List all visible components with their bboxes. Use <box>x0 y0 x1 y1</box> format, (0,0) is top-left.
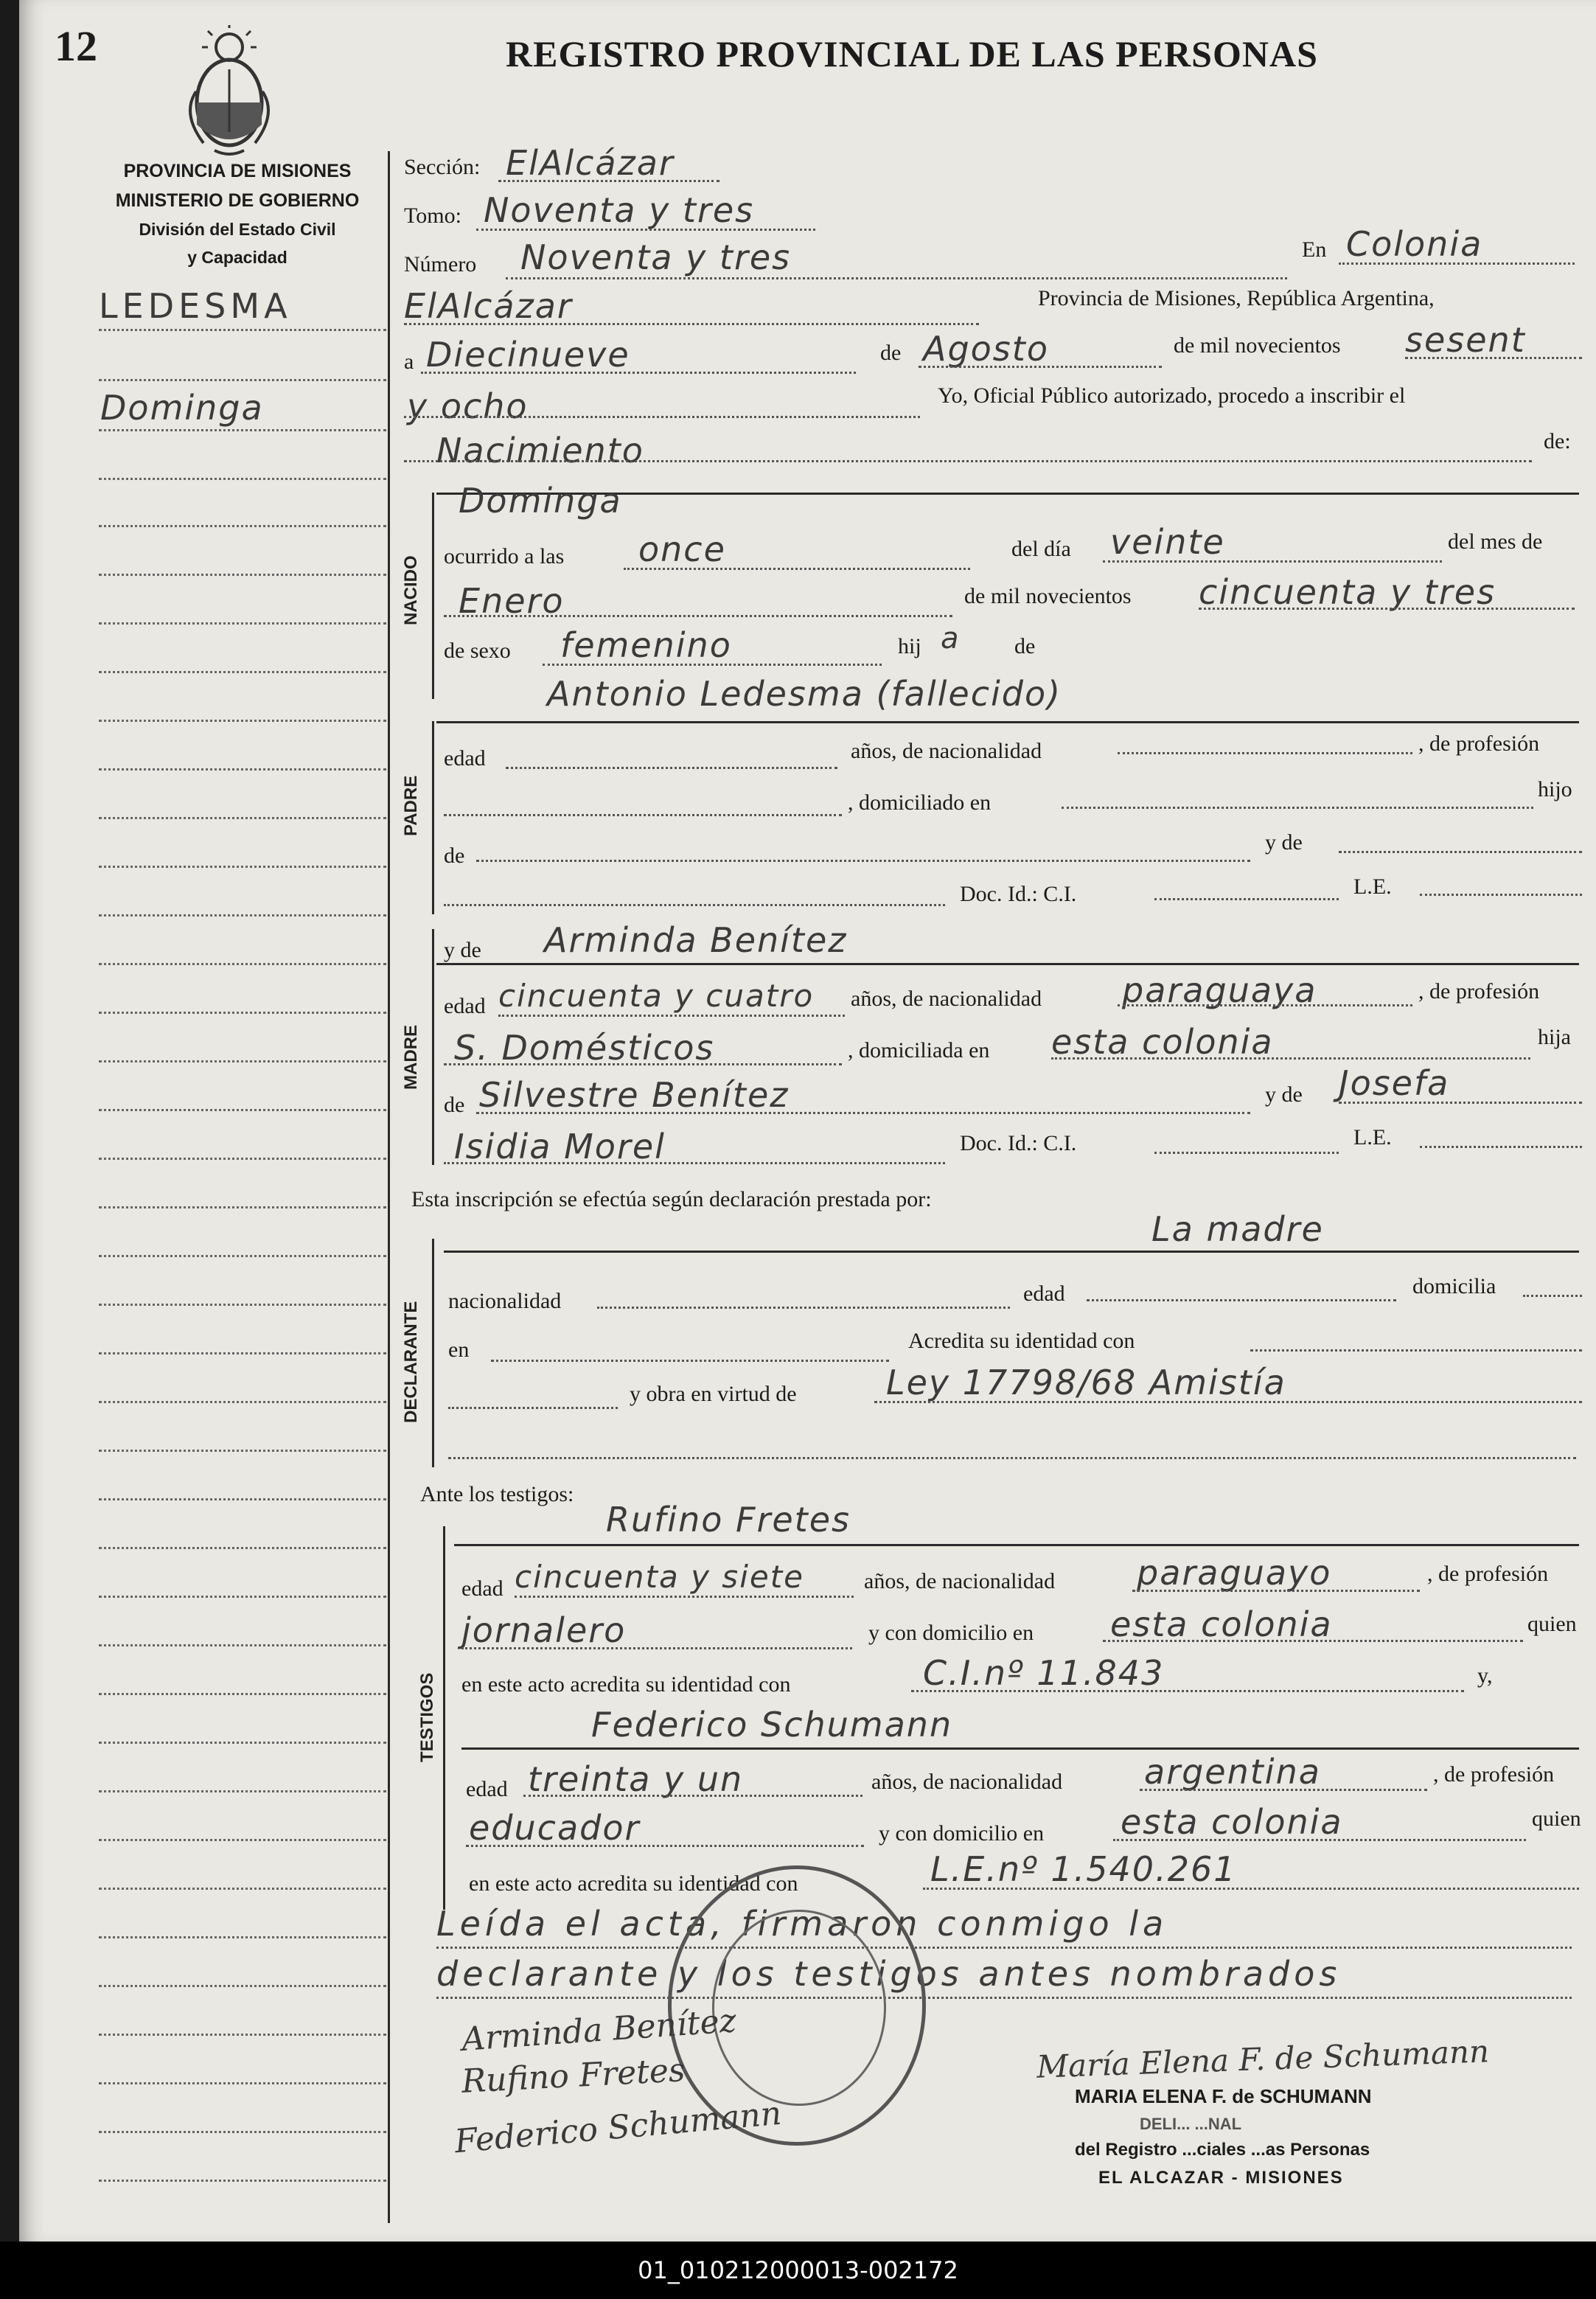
issuer-line-3: División del Estado Civil <box>139 220 336 239</box>
line-madre-ci <box>1154 1152 1339 1154</box>
line-lugar <box>404 323 979 325</box>
label-de-mil: de mil novecientos <box>1174 333 1341 358</box>
label-madre-hija: hija <box>1538 1025 1571 1049</box>
testigos-bracket <box>443 1526 445 1910</box>
label-madre-y-de: y de <box>444 938 481 962</box>
label-t2-quien: quien <box>1532 1806 1581 1831</box>
side-label-declarante: DECLARANTE <box>401 1301 421 1423</box>
line-cierre-2 <box>436 1997 1572 1999</box>
line-madre-nac <box>1118 1004 1412 1006</box>
testigo2-rule <box>461 1747 1579 1750</box>
document-page <box>19 0 1596 2241</box>
line-cierre-1 <box>436 1947 1572 1949</box>
line-t1-prof <box>461 1647 852 1649</box>
label-madre-de: de <box>444 1093 465 1117</box>
line-t2-doc <box>923 1888 1579 1890</box>
line-en <box>1339 262 1575 265</box>
line-dia-nac <box>1103 560 1442 563</box>
nacido-bracket <box>432 493 434 699</box>
label-padre-doc: Doc. Id.: C.I. <box>960 882 1077 906</box>
line-anio-a <box>1405 357 1582 359</box>
line-madre-madre-b <box>444 1162 945 1164</box>
value-madre-nac: paraguaya <box>1122 970 1317 1010</box>
line-madre-madre-a <box>1339 1102 1582 1104</box>
label-madre-dom: , domiciliada en <box>848 1038 990 1062</box>
value-madre-madre-b: Isidia Morel <box>454 1127 666 1166</box>
value-t1-dom: esta colonia <box>1110 1604 1333 1644</box>
line-sexo <box>543 664 882 666</box>
line-hora <box>624 568 970 570</box>
label-tomo: Tomo: <box>404 204 461 228</box>
line-dec-pre-obra <box>448 1407 618 1409</box>
label-madre-y-de-2: y de <box>1265 1082 1303 1107</box>
label-t2-nac: años, de nacionalidad <box>871 1770 1063 1794</box>
signature-testigo-2: Federico Schumann <box>453 2094 784 2161</box>
label-numero: Número <box>404 252 477 276</box>
label-dec-edad: edad <box>1023 1281 1065 1306</box>
label-de-colon: de: <box>1544 429 1571 453</box>
line-t2-nac <box>1140 1789 1427 1791</box>
label-hij: hij <box>898 634 921 658</box>
value-mes: Agosto <box>923 329 1049 369</box>
label-madre-prof: , de profesión <box>1418 979 1540 1004</box>
side-label-padre: PADRE <box>401 775 421 836</box>
label-esta-inscripcion: Esta inscripción se efectúa según declaración prestada por: <box>411 1187 932 1211</box>
issuer-line-4: y Capacidad <box>187 248 288 267</box>
label-en: En <box>1302 237 1327 262</box>
line-madre-dom <box>1051 1057 1530 1060</box>
line-numero <box>506 277 1287 279</box>
line-dec-en <box>491 1360 889 1362</box>
line-dec-nacionalidad <box>597 1307 1010 1309</box>
label-del-dia: del día <box>1011 537 1071 561</box>
label-t2-edad: edad <box>466 1777 508 1801</box>
line-padre-ci <box>1154 898 1339 900</box>
signature-testigo-1: Rufino Fretes <box>460 2051 686 2101</box>
label-madre-nac: años, de nacionalidad <box>851 987 1042 1011</box>
value-madre-edad: cincuenta y cuatro <box>498 978 815 1014</box>
value-anio-a: sesent <box>1405 320 1526 360</box>
line-dec-edad <box>1087 1299 1396 1301</box>
label-provincia: Provincia de Misiones, República Argentina, <box>1038 286 1435 310</box>
value-en: Colonia <box>1346 224 1483 264</box>
line-dec-acredita <box>1250 1349 1582 1352</box>
label-padre-dom: , domiciliado en <box>848 790 992 815</box>
value-anio-b: y ocho <box>407 386 529 426</box>
label-de-mil-2: de mil novecientos <box>964 584 1132 608</box>
label-padre-y-de: y de <box>1265 830 1303 855</box>
stamp-line-3: del Registro ...ciales ...as Personas <box>1075 2140 1370 2160</box>
value-dia-nac: veinte <box>1110 522 1225 562</box>
side-label-madre: MADRE <box>401 1025 421 1090</box>
value-nacido-nombre: Dominga <box>459 481 622 521</box>
margin-given-name: Dominga <box>100 388 264 428</box>
line-padre-prof <box>444 814 842 816</box>
line-dec-domicilia <box>1523 1295 1582 1297</box>
label-de: de <box>880 341 902 365</box>
value-tomo: Noventa y tres <box>484 190 755 230</box>
value-t2-doc: L.E.nº 1.540.261 <box>930 1849 1237 1889</box>
label-ante-testigos: Ante los testigos: <box>420 1482 574 1506</box>
line-madre-padre <box>476 1112 1250 1114</box>
stamp-line-2: DELI... ...NAL <box>1140 2115 1242 2133</box>
line-padre-extra <box>444 904 945 906</box>
page-title: REGISTRO PROVINCIAL DE LAS PERSONAS <box>506 33 1318 74</box>
line-seccion <box>498 180 719 182</box>
line-padre-de <box>476 860 1250 862</box>
stamp-line-1: MARIA ELENA F. de SCHUMANN <box>1075 2085 1372 2107</box>
label-t1-y: y, <box>1477 1663 1493 1688</box>
value-hij-suffix: a <box>941 622 961 655</box>
line-dia <box>421 372 856 374</box>
page-number: 12 <box>55 22 97 70</box>
line-anio-nac <box>1199 608 1575 610</box>
line-dec-extra <box>448 1457 1576 1459</box>
value-padre-nombre: Antonio Ledesma (fallecido) <box>547 674 1062 714</box>
value-t1-edad: cincuenta y siete <box>515 1559 805 1595</box>
value-obra: Ley 17798/68 Amistía <box>886 1363 1286 1402</box>
line-padre-dom <box>1062 807 1533 809</box>
side-label-testigos: TESTIGOS <box>417 1672 437 1762</box>
value-cierre-2: declarante y los testigos antes nombrados <box>436 1954 1342 1994</box>
line-t2-edad <box>523 1795 863 1797</box>
value-mes-nac: Enero <box>459 581 565 621</box>
declarante-top-rule <box>444 1251 1579 1253</box>
label-t1-quien: quien <box>1527 1612 1577 1636</box>
value-t2-dom: esta colonia <box>1121 1802 1343 1842</box>
line-padre-edad <box>506 767 837 769</box>
line-t1-dom <box>1103 1640 1523 1642</box>
label-madre-edad: edad <box>444 994 486 1018</box>
label-dec-en: en <box>448 1338 470 1362</box>
signature-oficial: María Elena F. de Schumann <box>1036 2033 1490 2085</box>
label-t2-prof: , de profesión <box>1433 1762 1555 1787</box>
line-t1-edad <box>515 1596 854 1598</box>
margin-divider <box>388 151 390 2223</box>
value-sexo: femenino <box>560 625 732 665</box>
label-dec-domicilia: domicilia <box>1412 1274 1496 1298</box>
line-anio-b <box>404 416 920 418</box>
label-del-mes: del mes de <box>1448 529 1543 554</box>
value-numero: Noventa y tres <box>520 237 792 277</box>
padre-top-rule <box>436 721 1579 723</box>
value-madre-padre: Silvestre Benítez <box>479 1075 790 1115</box>
image-id-footer: 01_010212000013-002172 <box>0 2241 1596 2299</box>
label-padre-edad: edad <box>444 746 486 771</box>
value-madre-madre-a: Josefa <box>1339 1063 1450 1103</box>
margin-surname: LEDESMA <box>99 286 292 326</box>
line-acto <box>404 460 1532 462</box>
value-cierre-1: Leída el acta, firmaron conmigo la <box>436 1904 1168 1944</box>
label-yo: Yo, Oficial Público autorizado, procedo a inscribir el <box>938 383 1406 408</box>
line-madre-edad <box>498 1015 845 1017</box>
label-padre-prof: , de profesión <box>1418 731 1540 756</box>
testigos-top-rule <box>454 1544 1579 1546</box>
padre-bracket <box>432 721 434 914</box>
line-t2-prof <box>466 1845 864 1847</box>
label-t1-acredita: en este acto acredita su identidad con <box>461 1672 791 1697</box>
line-t1-nac <box>1132 1590 1420 1592</box>
value-t2-edad: treinta y un <box>528 1759 744 1799</box>
value-madre-dom: esta colonia <box>1051 1022 1274 1062</box>
coat-of-arms-icon <box>174 25 285 158</box>
value-madre-nombre: Arminda Benítez <box>544 920 848 960</box>
line-mes <box>919 366 1162 368</box>
label-de-2: de <box>1014 634 1036 658</box>
line-padre-le <box>1420 894 1582 896</box>
label-padre-hijo: hijo <box>1538 777 1572 801</box>
value-seccion: ElAlcázar <box>506 143 675 183</box>
line-obra <box>874 1401 1582 1403</box>
madre-bracket <box>432 929 434 1165</box>
line-mes-nac <box>444 615 952 617</box>
label-t1-edad: edad <box>461 1576 503 1601</box>
line-tomo <box>476 229 815 231</box>
value-lugar: ElAlcázar <box>404 286 573 326</box>
value-t1-nac: paraguayo <box>1137 1553 1332 1593</box>
signature-declarante: Arminda Benítez <box>460 2002 738 2059</box>
value-t1-doc: C.I.nº 11.843 <box>923 1653 1165 1693</box>
value-anio-nac: cincuenta y tres <box>1199 572 1496 612</box>
value-dia: Diecinueve <box>426 335 630 375</box>
issuer-line-2: MINISTERIO DE GOBIERNO <box>115 190 360 211</box>
value-t1-nombre: Rufino Fretes <box>606 1500 851 1540</box>
value-acto: Nacimiento <box>436 431 644 470</box>
label-seccion: Sección: <box>404 155 481 179</box>
madre-top-rule <box>436 963 1579 965</box>
label-padre-nac: años, de nacionalidad <box>851 739 1042 763</box>
label-a: a <box>404 349 414 374</box>
label-t1-prof: , de profesión <box>1427 1562 1549 1586</box>
declarante-bracket <box>432 1239 434 1467</box>
label-madre-doc: Doc. Id.: C.I. <box>960 1131 1077 1155</box>
label-padre-de: de <box>444 844 465 868</box>
side-label-nacido: NACIDO <box>401 555 421 625</box>
value-t2-prof: educador <box>469 1808 641 1848</box>
value-t1-prof: jornalero <box>461 1610 627 1650</box>
stamp-line-4: EL ALCAZAR - MISIONES <box>1098 2168 1344 2188</box>
label-t1-dom: y con domicilio en <box>868 1621 1034 1645</box>
label-dec-obra: y obra en virtud de <box>630 1382 797 1406</box>
value-madre-prof: S. Domésticos <box>454 1028 715 1068</box>
line-padre-y-de <box>1339 851 1582 853</box>
label-dec-acredita: Acredita su identidad con <box>908 1329 1135 1353</box>
line-madre-prof <box>444 1063 842 1065</box>
value-declarante: La madre <box>1151 1209 1324 1249</box>
issuer-line-1: PROVINCIA DE MISIONES <box>123 161 352 181</box>
label-t1-nac: años, de nacionalidad <box>864 1569 1056 1593</box>
label-sexo: de sexo <box>444 639 511 663</box>
label-dec-nacionalidad: nacionalidad <box>448 1289 562 1313</box>
line-t1-doc <box>911 1690 1464 1692</box>
line-madre-le <box>1420 1146 1582 1148</box>
label-t2-dom: y con domicilio en <box>879 1821 1045 1846</box>
value-t2-nombre: Federico Schumann <box>591 1705 953 1745</box>
line-t2-dom <box>1113 1839 1526 1841</box>
label-t2-acredita: en este acto acredita su identidad con <box>469 1871 798 1896</box>
label-madre-le: L.E. <box>1353 1125 1392 1150</box>
line-padre-nac <box>1118 752 1412 754</box>
label-ocurrido: ocurrido a las <box>444 544 565 568</box>
value-hora: once <box>638 529 726 569</box>
label-padre-le: L.E. <box>1353 874 1392 899</box>
value-t2-nac: argentina <box>1144 1752 1321 1792</box>
